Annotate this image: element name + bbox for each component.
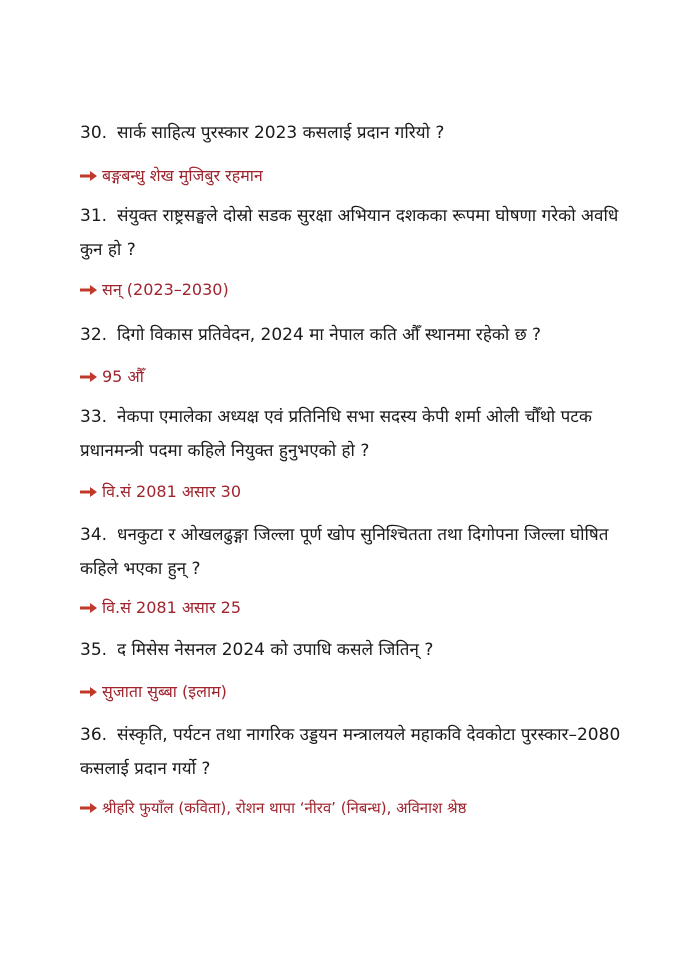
question-number: 31.	[80, 206, 108, 226]
question-text: धनकुटा र ओखलढुङ्गा जिल्ला पूर्ण खोप सुनिश्चितता तथा दिगोपना जिल्ला घोषित कहिले भएका हुन् ?	[80, 525, 609, 579]
question-text: संयुक्त राष्ट्रसङ्घले दोस्रो सडक सुरक्षा अभियान दशकका रूपमा घोषणा गरेको अवधि कुन हो ?	[80, 206, 619, 260]
question-text: संस्कृति, पर्यटन तथा नागरिक उड्डयन मन्त्रालयले महाकवि देवकोटा पुरस्कार–2080 कसलाई प्रदान गर्यो ?	[80, 725, 621, 779]
question-text: द मिसेस नेसनल 2024 को उपाधि कसले जितिन् ?	[117, 640, 434, 660]
right-arrow-icon	[80, 371, 98, 383]
question-number: 36.	[80, 725, 108, 745]
question-33	[80, 400, 640, 468]
question-number: 33.	[80, 407, 108, 427]
question-34	[80, 518, 640, 586]
question-text: दिगो विकास प्रतिवेदन, 2024 मा नेपाल कति औँ स्थानमा रहेको छ ?	[117, 325, 542, 345]
answer-text: सन् (2023–2030)	[102, 280, 229, 299]
question-36	[80, 718, 640, 786]
right-arrow-icon	[80, 170, 98, 182]
question-35	[80, 633, 640, 667]
right-arrow-icon	[80, 486, 98, 498]
question-number: 30.	[80, 123, 108, 143]
answer-32	[80, 365, 640, 389]
question-number: 34.	[80, 525, 108, 545]
answer-text: वि.सं 2081 असार 30	[102, 482, 242, 501]
answer-35	[80, 680, 640, 704]
answer-33	[80, 480, 640, 504]
answer-31	[80, 278, 640, 302]
question-30	[80, 116, 640, 150]
answer-text: सुजाता सुब्बा (इलाम)	[102, 682, 227, 701]
right-arrow-icon	[80, 686, 98, 698]
answer-30	[80, 164, 640, 188]
answer-text: 95 औँ	[102, 367, 144, 386]
answer-36	[80, 796, 640, 820]
answer-text: बङ्गबन्धु शेख मुजिबुर रहमान	[102, 166, 263, 185]
right-arrow-icon	[80, 802, 98, 814]
right-arrow-icon	[80, 284, 98, 296]
answer-text: वि.सं 2081 असार 25	[102, 598, 242, 617]
question-number: 35.	[80, 640, 108, 660]
question-text: नेकपा एमालेका अध्यक्ष एवं प्रतिनिधि सभा सदस्य केपी शर्मा ओली चौँथो पटक प्रधानमन्त्री पदमा कहिले नियुक्त हुनुभएको हो ?	[80, 407, 592, 461]
answer-34	[80, 596, 640, 620]
question-31	[80, 199, 640, 267]
answer-text: श्रीहरि फुयाँल (कविता), रोशन थापा ‘नीरव’ (निबन्ध), अविनाश श्रेष्ठ	[102, 799, 467, 817]
question-number: 32.	[80, 325, 108, 345]
question-32	[80, 318, 640, 352]
right-arrow-icon	[80, 602, 98, 614]
question-text: सार्क साहित्य पुरस्कार 2023 कसलाई प्रदान गरियो ?	[117, 123, 445, 143]
